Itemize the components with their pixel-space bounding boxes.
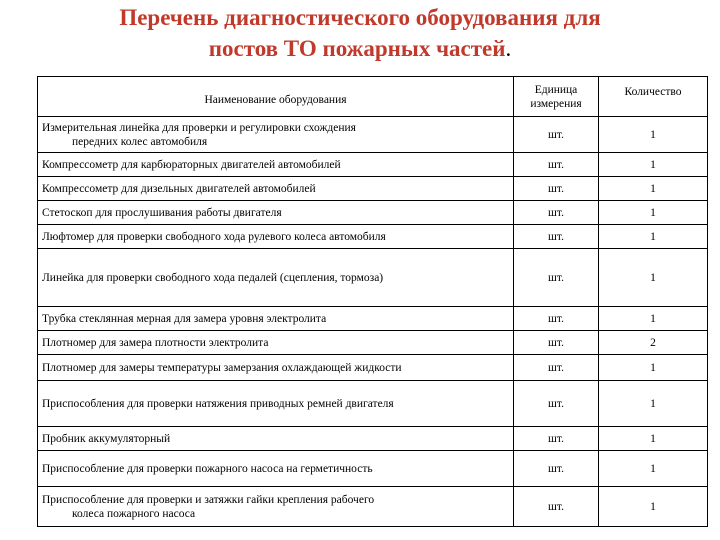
row-quantity: 1: [599, 225, 708, 249]
title-line-1: Перечень диагностического оборудования для: [119, 5, 601, 30]
row-equipment-name: Трубка стеклянная мерная для замера уровня электролита: [38, 307, 514, 331]
title-line-2-text: постов ТО пожарных частей: [208, 36, 506, 61]
row-equipment-name-line2: передних колес автомобиля: [72, 135, 208, 148]
row-equipment-name: [38, 117, 514, 153]
row-equipment-name: Плотномер для замеры температуры замерзания охлаждающей жидкости: [38, 355, 514, 381]
row-quantity: 2: [599, 331, 708, 355]
table-row: [38, 427, 708, 451]
table-row: [38, 307, 708, 331]
table-row: [38, 225, 708, 249]
table-header-row: [38, 77, 708, 117]
row-quantity: 1: [599, 249, 708, 307]
header-equipment-name: Наименование оборудования: [38, 77, 514, 117]
table-row: [38, 249, 708, 307]
row-equipment-name: Плотномер для замера плотности электролита: [38, 331, 514, 355]
row-equipment-name: Компрессометр для дизельных двигателей автомобилей: [38, 177, 514, 201]
row-equipment-name: Люфтомер для проверки свободного хода рулевого колеса автомобиля: [38, 225, 514, 249]
row-quantity: 1: [599, 451, 708, 487]
row-unit: шт.: [514, 381, 599, 427]
table-row: [38, 331, 708, 355]
title-end-mark: .: [505, 36, 512, 61]
header-quantity: Количество: [599, 77, 708, 117]
row-unit: шт.: [514, 177, 599, 201]
row-unit: шт.: [514, 331, 599, 355]
table-row: [38, 381, 708, 427]
row-unit: шт.: [514, 201, 599, 225]
row-equipment-name-line2: колеса пожарного насоса: [72, 507, 196, 520]
row-quantity: 1: [599, 117, 708, 153]
row-equipment-name-line1: Измерительная линейка для проверки и регулировки схождения: [42, 121, 356, 134]
table-row: [38, 153, 708, 177]
title-line-2: [0, 33, 720, 64]
table-row: [38, 451, 708, 487]
row-equipment-name: Компрессометр для карбюраторных двигателей автомобилей: [38, 153, 514, 177]
row-unit: шт.: [514, 153, 599, 177]
table-row: [38, 117, 708, 153]
row-equipment-name: [38, 487, 514, 527]
row-quantity: 1: [599, 427, 708, 451]
row-equipment-name: Приспособления для проверки натяжения приводных ремней двигателя: [38, 381, 514, 427]
header-unit: Единица измерения: [514, 77, 599, 117]
row-equipment-name: Стетоскоп для прослушивания работы двигателя: [38, 201, 514, 225]
row-equipment-name-line1: Приспособление для проверки и затяжки гайки крепления рабочего: [42, 493, 375, 506]
row-unit: шт.: [514, 355, 599, 381]
row-quantity: 1: [599, 201, 708, 225]
table-row: [38, 177, 708, 201]
equipment-table: [37, 76, 708, 527]
row-equipment-name: Пробник аккумуляторный: [38, 427, 514, 451]
row-unit: шт.: [514, 427, 599, 451]
table-row: [38, 487, 708, 527]
row-unit: шт.: [514, 225, 599, 249]
row-quantity: 1: [599, 381, 708, 427]
table-row: [38, 201, 708, 225]
row-quantity: 1: [599, 177, 708, 201]
row-unit: шт.: [514, 117, 599, 153]
row-equipment-name: Приспособление для проверки пожарного насоса на герметичность: [38, 451, 514, 487]
row-quantity: 1: [599, 153, 708, 177]
row-unit: шт.: [514, 451, 599, 487]
table-row: [38, 355, 708, 381]
row-quantity: 1: [599, 307, 708, 331]
page-title: [0, 2, 720, 64]
row-quantity: 1: [599, 487, 708, 527]
row-unit: шт.: [514, 487, 599, 527]
row-equipment-name: Линейка для проверки свободного хода педалей (сцепления, тормоза): [38, 249, 514, 307]
row-unit: шт.: [514, 249, 599, 307]
row-unit: шт.: [514, 307, 599, 331]
row-quantity: 1: [599, 355, 708, 381]
